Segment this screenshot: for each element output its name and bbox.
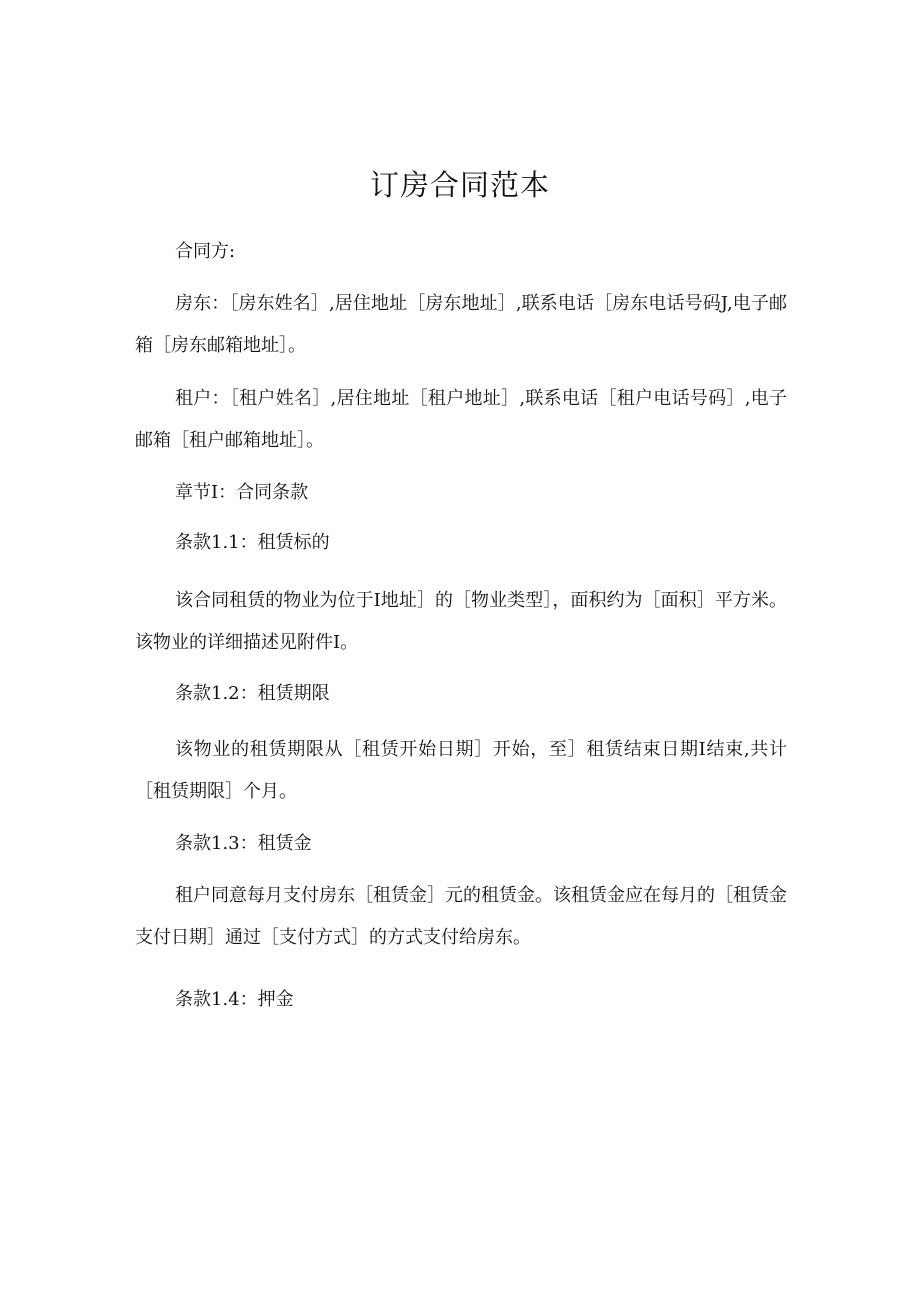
clause-heading-1-1: 条款1.1：租赁标的 — [175, 532, 330, 553]
clause-heading-1-4: 条款1.4：押金 — [175, 989, 294, 1010]
clause-body-1-3: 租户同意每月支付房东［租赁金］元的租赁金。该租赁金应在每月的［租赁金支付日期］通过［支付方式］的方式支付给房东。 — [135, 885, 787, 948]
clause-body-1-2: 该物业的租赁期限从［租赁开始日期］开始，至］租赁结束日期I结束,共计［租赁期限］个月。 — [135, 739, 787, 802]
clause-heading-1-3: 条款1.3：租赁金 — [175, 833, 312, 854]
clause-heading-1-2: 条款1.2：租赁期限 — [175, 683, 330, 704]
parties-heading: 合同方: — [175, 241, 236, 262]
tenant-paragraph: 租户：［租户姓名］,居住地址［租户地址］,联系电话［租户电话号码］,电子邮箱［租户邮箱地址］。 — [135, 388, 787, 451]
landlord-paragraph: 房东：［房东姓名］,居住地址［房东地址］,联系电话［房东电话号码J,电子邮箱［房东邮箱地址］。 — [135, 293, 787, 356]
page-title: 订房合同范本 — [369, 168, 550, 202]
clause-body-1-1: 该合同租赁的物业为位于I地址］的［物业类型］，面积约为［面积］平方米。该物业的详细描述见附件I。 — [135, 590, 787, 653]
chapter-heading: 章节I：合同条款 — [175, 482, 309, 503]
